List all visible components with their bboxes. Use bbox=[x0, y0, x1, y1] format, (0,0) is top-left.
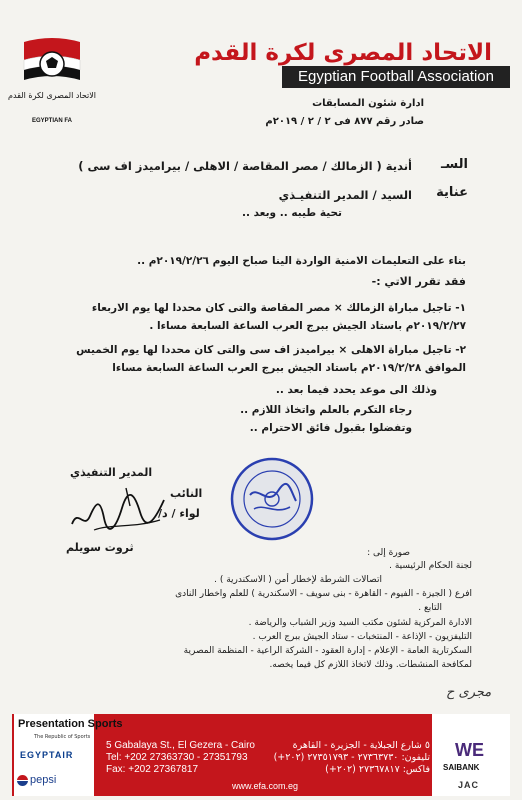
signature-title: المدير التنفيذي bbox=[70, 466, 153, 479]
sponsor-saib: SAIBANK bbox=[443, 763, 480, 772]
sponsor-jac: JAC bbox=[458, 780, 480, 790]
sponsor-we: WE bbox=[455, 740, 484, 760]
body-decision: فقد تقرر الاتي :- bbox=[371, 275, 466, 288]
cc-item: لمكافحة المنشطات. وذلك لاتخاذ اللازم كل فيما يخصه. bbox=[269, 660, 472, 670]
sponsor-presentation-sub: The Republic of Sports bbox=[34, 734, 91, 740]
cc-item: الادارة المركزية لشئون مكتب السيد وزير الشباب والرياضة . bbox=[248, 618, 472, 628]
item2-line2: الموافق ٢٠١٩/٢/٢٨م باستاد الجيش ببرج العرب الساعة السابعة مساءا bbox=[112, 362, 466, 374]
cc-header: صورة إلى : bbox=[367, 548, 410, 558]
logo-caption-ar: الاتحاد المصرى لكرة القدم bbox=[7, 91, 97, 100]
attention-text: السيد / المدير التنفيـذي bbox=[278, 188, 412, 202]
department: ادارة شئون المسابقات bbox=[312, 98, 424, 109]
fax-ar: فاكس: ٢٧٣٦٧٨١٧ (٢٠٢+) bbox=[325, 764, 430, 775]
greeting: تحية طيبه .. وبعد .. bbox=[241, 207, 342, 219]
cc-item: التابع . bbox=[418, 603, 442, 613]
sponsor-presentation: Presentation Sports bbox=[18, 718, 123, 730]
handwritten-signature bbox=[64, 478, 174, 540]
signature-rank: لواء / د/ bbox=[158, 507, 200, 520]
item2-line1: ٢- تاجيل مباراة الاهلى × بيراميدز اف سى والتى كان محددا لها يوم الخميس bbox=[76, 344, 466, 356]
closing-line2: وتفضلوا بقبول فائق الاحترام .. bbox=[249, 422, 412, 434]
telephone-ar: تليفون: ٢٧٣٦٣٧٣٠ - ٢٧٣٥١٧٩٣ (٢٠٢+) bbox=[273, 752, 430, 763]
logo-caption-en: EGYPTIAN FA bbox=[31, 118, 73, 124]
cc-item: لجنة الحكام الرئيسية . bbox=[389, 561, 472, 571]
org-name-ar: الاتحاد المصرى لكرة القدم bbox=[194, 40, 492, 66]
sponsor-egyptair: EGYPTAIR bbox=[20, 750, 74, 760]
address-en: 5 Gabalaya St., El Gezera - Cairo bbox=[106, 740, 255, 751]
efa-logo bbox=[7, 36, 97, 128]
cc-item: السكرتارية العامة - الإعلام - إدارة العقود - الشركة الراعية - المنظمة المصرية bbox=[183, 646, 472, 656]
pepsi-globe-icon bbox=[17, 775, 28, 786]
address-ar: ٥ شارع الجبلاية - الجزيرة - القاهرة bbox=[292, 740, 430, 751]
body-intro: بناء على التعليمات الامنية الواردة الينا صباح اليوم ٢٠١٩/٢/٢٦م .. bbox=[137, 255, 466, 267]
telephone-en: Tel: +202 27363730 - 27351793 bbox=[106, 752, 248, 763]
signature-deputy: النائب bbox=[170, 487, 203, 500]
signatory-name: ثروت سويلم bbox=[66, 541, 134, 554]
official-stamp-icon bbox=[228, 455, 316, 543]
closing-line1: رجاء التكرم بالعلم واتخاذ اللازم .. bbox=[240, 404, 412, 416]
recipients: أندية ( الزمالك / مصر المقاصة / الاهلى / بيراميدز اف سى ) bbox=[78, 159, 412, 173]
org-name-en: Egyptian Football Association bbox=[282, 66, 510, 88]
website-link[interactable]: www.efa.com.eg bbox=[232, 781, 299, 791]
cc-item: التليفزيون - الإذاعة - المنتخبات - ستاد الجيش ببرج العرب . bbox=[252, 632, 472, 642]
cc-item: افرع ( الجيزة - الفيوم - القاهرة - بنى سويف - الاسكندرية ) للعلم واخطار النادى bbox=[175, 589, 472, 599]
item2-line3: وذلك الى موعد يحدد فيما بعد .. bbox=[275, 384, 437, 396]
cc-item: اتصالات الشرطة لإخطار أمن ( الاسكندرية ) . bbox=[214, 575, 382, 585]
item1-line2: ٢٠١٩/٢/٢٧م باستاد الجيش ببرج العرب الساعة السابعة مساءا . bbox=[149, 320, 466, 332]
fax-en: Fax: +202 27367817 bbox=[106, 764, 199, 775]
sponsor-pepsi: pepsi bbox=[30, 774, 57, 786]
attention-label: عناية bbox=[436, 185, 468, 200]
item1-line1: ١- تاجيل مباراة الزمالك × مصر المقاصة والتى كان محددا لها يوم الاربعاء bbox=[91, 302, 466, 314]
handwritten-initials: مجرى ح bbox=[446, 685, 492, 700]
to-label: السـ bbox=[440, 157, 468, 172]
reference-number: صادر رقم ٨٧٧ فى ٢ / ٢ / ٢٠١٩م bbox=[265, 116, 424, 127]
